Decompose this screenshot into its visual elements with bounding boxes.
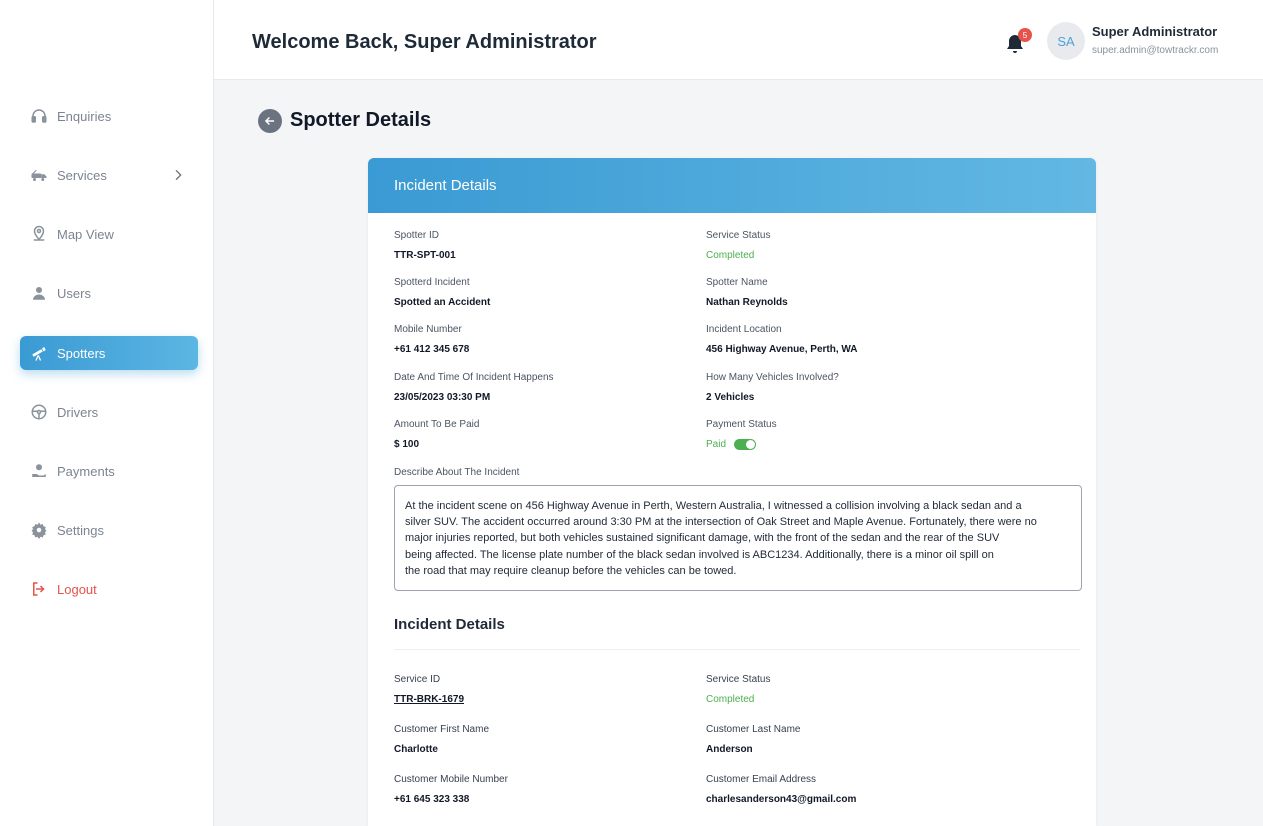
card-header: Incident Details bbox=[368, 158, 1096, 213]
map-pin-icon bbox=[30, 225, 48, 243]
field-value: Charlotte bbox=[394, 744, 438, 755]
headset-icon bbox=[30, 107, 48, 125]
field-label: Date And Time Of Incident Happens bbox=[394, 372, 554, 383]
sidebar-item-drivers[interactable] bbox=[20, 395, 198, 429]
field-label: Customer Mobile Number bbox=[394, 774, 508, 785]
field-value: Nathan Reynolds bbox=[706, 297, 788, 308]
sidebar-item-users[interactable] bbox=[20, 276, 198, 310]
field-label: Spotter ID bbox=[394, 230, 440, 241]
spotter-details-card bbox=[368, 158, 1096, 826]
user-email: super.admin@towtrackr.com bbox=[1092, 45, 1219, 56]
field-label: Describe About The Incident bbox=[394, 467, 520, 478]
description-line: being affected. The license plate number of the black sedan involved is ABC1234. Additionally, there is a minor oil spill on bbox=[405, 548, 994, 561]
sidebar-item-label: Logout bbox=[57, 581, 97, 597]
sidebar-item-label: Enquiries bbox=[57, 108, 112, 124]
field-label: Incident Location bbox=[706, 324, 782, 335]
field-value: Anderson bbox=[706, 744, 753, 755]
customer-email-field bbox=[706, 774, 856, 805]
sidebar-item-spotters[interactable] bbox=[20, 336, 198, 370]
sidebar-item-payments[interactable] bbox=[20, 454, 198, 488]
customer-last-name-field bbox=[706, 724, 800, 755]
service-status-field bbox=[706, 230, 770, 261]
field-label: How Many Vehicles Involved? bbox=[706, 372, 839, 383]
service-id-link[interactable]: TTR-BRK-1679 bbox=[394, 694, 465, 705]
status-value: Completed bbox=[706, 250, 755, 261]
field-value: +61 412 345 678 bbox=[394, 344, 470, 355]
description-line: silver SUV. The accident occurred around 3:30 PM at the intersection of Oak Street and Maple Avenue. Fortunately, there were no bbox=[405, 516, 1037, 529]
spotted-incident-field bbox=[394, 277, 490, 308]
field-value: TTR-SPT-001 bbox=[394, 250, 456, 261]
tow-truck-icon bbox=[30, 166, 48, 184]
description-label-field bbox=[394, 467, 519, 478]
field-value: +61 645 323 338 bbox=[394, 794, 470, 805]
user-name: Super Administrator bbox=[1092, 24, 1218, 39]
field-label: Customer Last Name bbox=[706, 724, 801, 735]
field-label: Mobile Number bbox=[394, 324, 462, 335]
field-value: 2 Vehicles bbox=[706, 392, 755, 403]
field-value: 456 Highway Avenue, Perth, WA bbox=[706, 344, 858, 355]
sidebar-item-enquiries[interactable] bbox=[20, 99, 198, 133]
customer-mobile-field bbox=[394, 774, 508, 805]
sidebar-item-services[interactable] bbox=[20, 158, 198, 192]
field-label: Customer First Name bbox=[394, 724, 490, 735]
field-label: Spotter Name bbox=[706, 277, 768, 288]
field-label: Service ID bbox=[394, 674, 441, 685]
amount-field bbox=[394, 419, 479, 450]
incident-datetime-field bbox=[394, 372, 554, 403]
field-value: charlesanderson43@gmail.com bbox=[706, 794, 857, 805]
vehicles-involved-field bbox=[706, 372, 839, 403]
sidebar-item-label: Map View bbox=[57, 226, 114, 242]
payment-toggle[interactable] bbox=[734, 439, 756, 450]
field-label: Service Status bbox=[706, 674, 771, 685]
incident-description bbox=[394, 485, 1082, 591]
page-title: Spotter Details bbox=[290, 109, 432, 131]
field-label: Payment Status bbox=[706, 419, 777, 430]
incident-location-field bbox=[706, 324, 858, 355]
section-title: Incident Details bbox=[394, 616, 505, 633]
customer-first-name-field bbox=[394, 724, 489, 755]
spotter-id-field bbox=[394, 230, 456, 261]
sidebar-item-label: Payments bbox=[57, 463, 115, 479]
spotter-name-field bbox=[706, 277, 788, 308]
field-label: Customer Email Address bbox=[706, 774, 817, 785]
sidebar-item-settings[interactable] bbox=[20, 513, 198, 547]
logout-icon bbox=[30, 580, 48, 598]
payment-status-field bbox=[706, 419, 777, 450]
sidebar bbox=[0, 0, 214, 826]
status-value: Completed bbox=[706, 694, 755, 705]
service-id-field bbox=[394, 674, 464, 705]
field-value: 23/05/2023 03:30 PM bbox=[394, 392, 491, 403]
arrow-left-icon bbox=[263, 114, 277, 128]
telescope-icon bbox=[30, 344, 48, 362]
sidebar-item-logout[interactable] bbox=[20, 572, 198, 606]
top-header bbox=[214, 0, 1263, 80]
notification-badge: 5 bbox=[1018, 28, 1032, 42]
sidebar-item-label: Services bbox=[57, 167, 107, 183]
sidebar-item-label: Spotters bbox=[57, 345, 106, 361]
gear-icon bbox=[30, 521, 48, 539]
users-icon bbox=[30, 284, 48, 302]
field-label: Spotterd Incident bbox=[394, 277, 470, 288]
description-line: At the incident scene on 456 Highway Avenue in Perth, Western Australia, I witnessed a collision involving a black sedan and a bbox=[405, 500, 1022, 512]
payment-hand-icon bbox=[30, 462, 48, 480]
sidebar-item-label: Settings bbox=[57, 522, 104, 538]
sidebar-item-label: Users bbox=[57, 285, 91, 301]
chevron-right-icon[interactable] bbox=[170, 167, 186, 183]
avatar[interactable]: SA bbox=[1047, 22, 1085, 60]
back-button[interactable] bbox=[258, 109, 282, 133]
field-value: $ 100 bbox=[394, 439, 420, 450]
payment-status-value bbox=[706, 439, 777, 450]
description-line: the road that may require cleanup before the vehicles can be towed. bbox=[405, 564, 737, 577]
sidebar-item-label: Drivers bbox=[57, 404, 99, 420]
steering-wheel-icon bbox=[30, 403, 48, 421]
service-status-2-field bbox=[706, 674, 770, 705]
field-label: Amount To Be Paid bbox=[394, 419, 480, 430]
field-value: Spotted an Accident bbox=[394, 297, 491, 308]
welcome-title: Welcome Back, Super Administrator bbox=[252, 31, 597, 53]
payment-status-text: Paid bbox=[706, 439, 727, 451]
divider bbox=[394, 649, 1080, 650]
field-label: Service Status bbox=[706, 230, 771, 241]
description-line: major injuries reported, but both vehicles sustained significant damage, with the front of the sedan and the rear of the SUV bbox=[405, 532, 1000, 545]
sidebar-item-map-view[interactable] bbox=[20, 217, 198, 251]
mobile-number-field bbox=[394, 324, 469, 355]
